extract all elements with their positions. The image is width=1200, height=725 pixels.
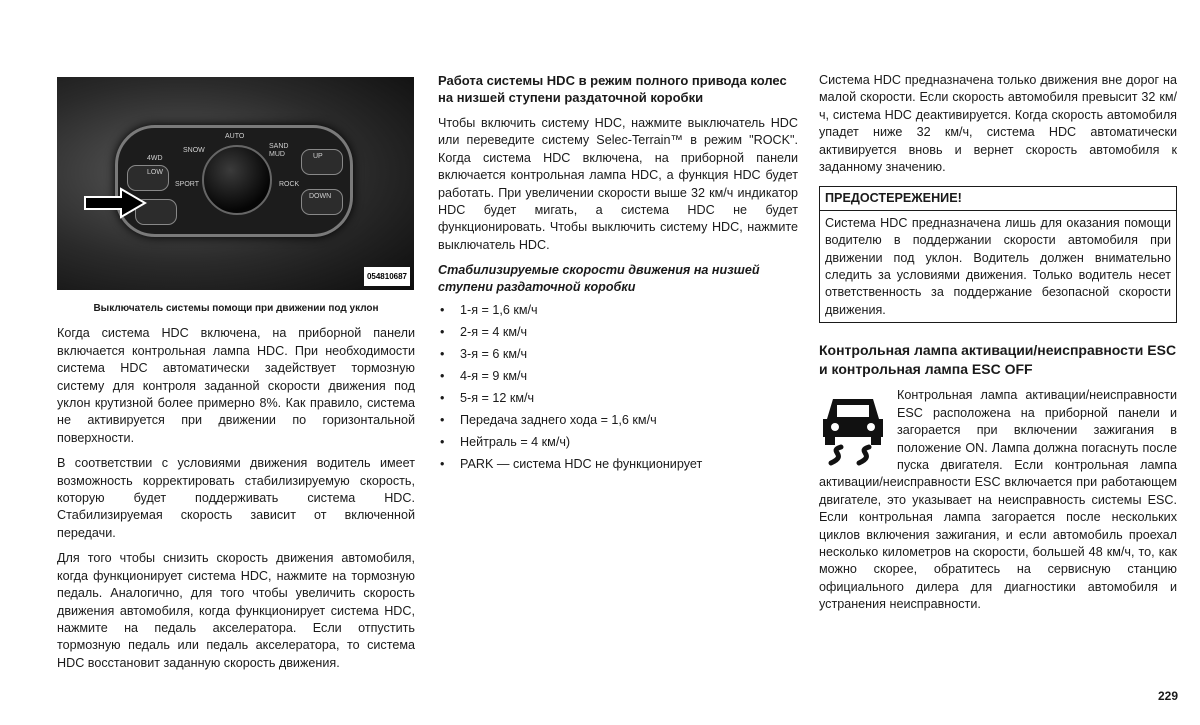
list-item: • 1-я = 1,6 км/ч xyxy=(438,302,798,319)
column-right xyxy=(819,72,1177,622)
label-snow: SNOW xyxy=(183,147,205,154)
warning-text: Система HDC предназначена лишь для оказания помощи водителю в поддержании скорости автомобиля при движении под уклон. Водитель должен внимательно следить за условиями движения. Только водитель несет ответственность за поддержание безопасной скорости движения. xyxy=(825,215,1171,317)
column-middle xyxy=(438,72,798,478)
label-sand-mud: SAND MUD xyxy=(269,143,289,158)
label-up: UP xyxy=(313,153,323,160)
list-item: • PARK — система HDC не функционирует xyxy=(438,456,798,473)
page-number: 229 xyxy=(1157,689,1178,703)
label-rock: ROCK xyxy=(279,181,300,188)
list-item: • Передача заднего хода = 1,6 км/ч xyxy=(438,412,798,429)
arrow-right-icon xyxy=(83,187,147,219)
paragraph: Чтобы включить систему HDC, нажмите выключатель HDC или переведите систему Selec-Terrain™ в режим "ROCK". Когда система HDC включена, на приборной панели включается контрольная лампа HDC, а функция HDC будет работать. При увеличении скорости выше 32 км/ч индикатор HDC будет мигать, а система HDC не будет функционировать. Чтобы выключить систему HDC, нажмите выключатель HDC. xyxy=(438,116,798,252)
list-item: • 2-я = 4 км/ч xyxy=(438,324,798,341)
hdc-switch-photo xyxy=(57,77,414,290)
list-item: • 3-я = 6 км/ч xyxy=(438,346,798,363)
list-item: • 4-я = 9 км/ч xyxy=(438,368,798,385)
subsection-heading: Стабилизируемые скорости движения на низшей ступени раздаточной коробки xyxy=(438,263,760,295)
warning-box xyxy=(819,186,1177,323)
label-4wd: 4WD xyxy=(147,155,163,162)
section-heading: Работа системы HDC в режим полного привода колес на низшей ступени раздаточной коробки xyxy=(438,73,787,105)
list-item: • 5-я = 12 км/ч xyxy=(438,390,798,407)
paragraph: Когда система HDC включена, на приборной панели включается контрольная лампа HDC. При необходимости система HDC автоматически задействует тормозную систему для контроля заданной скорости движения под уклон крутизной более примерно 8%. Как правило, система не активируется при движении по горизонтальной поверхности. xyxy=(57,326,415,445)
esc-skid-car-icon xyxy=(819,389,887,467)
figure-code: 054810687 xyxy=(364,267,410,286)
list-item: • Нейтраль = 4 км/ч) xyxy=(438,434,798,451)
label-down: DOWN xyxy=(309,193,332,200)
warning-title: ПРЕДОСТЕРЕЖЕНИЕ! xyxy=(820,187,1176,210)
paragraph: Система HDC предназначена только движения вне дорог на малой скорости. Если скорость автомобиля превысит 32 км/ч, система HDC деактивируется. Когда скорость автомобиля упадет ниже 32 км/ч, система HDC автоматически активируется вновь и вернет скорость автомобиля к заданному значению. xyxy=(819,73,1177,175)
paragraph: В соответствии с условиями движения водитель имеет возможность корректировать стабилизируемую скорость, которую будет поддерживать система HDC. Стабилизируемая скорость зависит от включенной передачи. xyxy=(57,456,415,540)
label-low: LOW xyxy=(147,169,163,176)
selec-terrain-knob xyxy=(202,145,272,215)
label-auto: AUTO xyxy=(225,133,245,140)
label-sport: SPORT xyxy=(175,181,199,188)
column-left xyxy=(57,72,415,680)
figure-caption: Выключатель системы помощи при движении под уклон xyxy=(93,303,379,314)
section-heading: Контрольная лампа активации/неисправности ESC и контрольная лампа ESC OFF xyxy=(819,342,1177,378)
speed-list xyxy=(438,302,798,473)
paragraph: Контрольная лампа активации/неисправности ESC расположена на приборной панели и загорается при включении зажигания в положение ON. Лампа должна погаснуть после пуска двигателя. Если контрольная лампа активации/неисправности ESC включается при работающем двигателе, это указывает на неисправность системы ESC. Если контрольная лампа загорается после нескольких циклов включения зажигания, и если автомобиль проехал несколько километров на скорости, большей 48 км/ч, то, как можно скорее, обратитесь на сервисную станцию официального дилера для диагностики автомобиля и устранения неисправности. xyxy=(819,388,1177,612)
paragraph: Для того чтобы снизить скорость движения автомобиля, когда функционирует система HDC, нажмите на тормозную педаль. Аналогично, для того чтобы увеличить скорость движения автомобиля, когда функционирует система HDC, нажмите на педаль акселератора. Если отпустить тормозную педаль или педаль акселератора, то система HDC восстановит заданную скорость движения. xyxy=(57,551,415,670)
